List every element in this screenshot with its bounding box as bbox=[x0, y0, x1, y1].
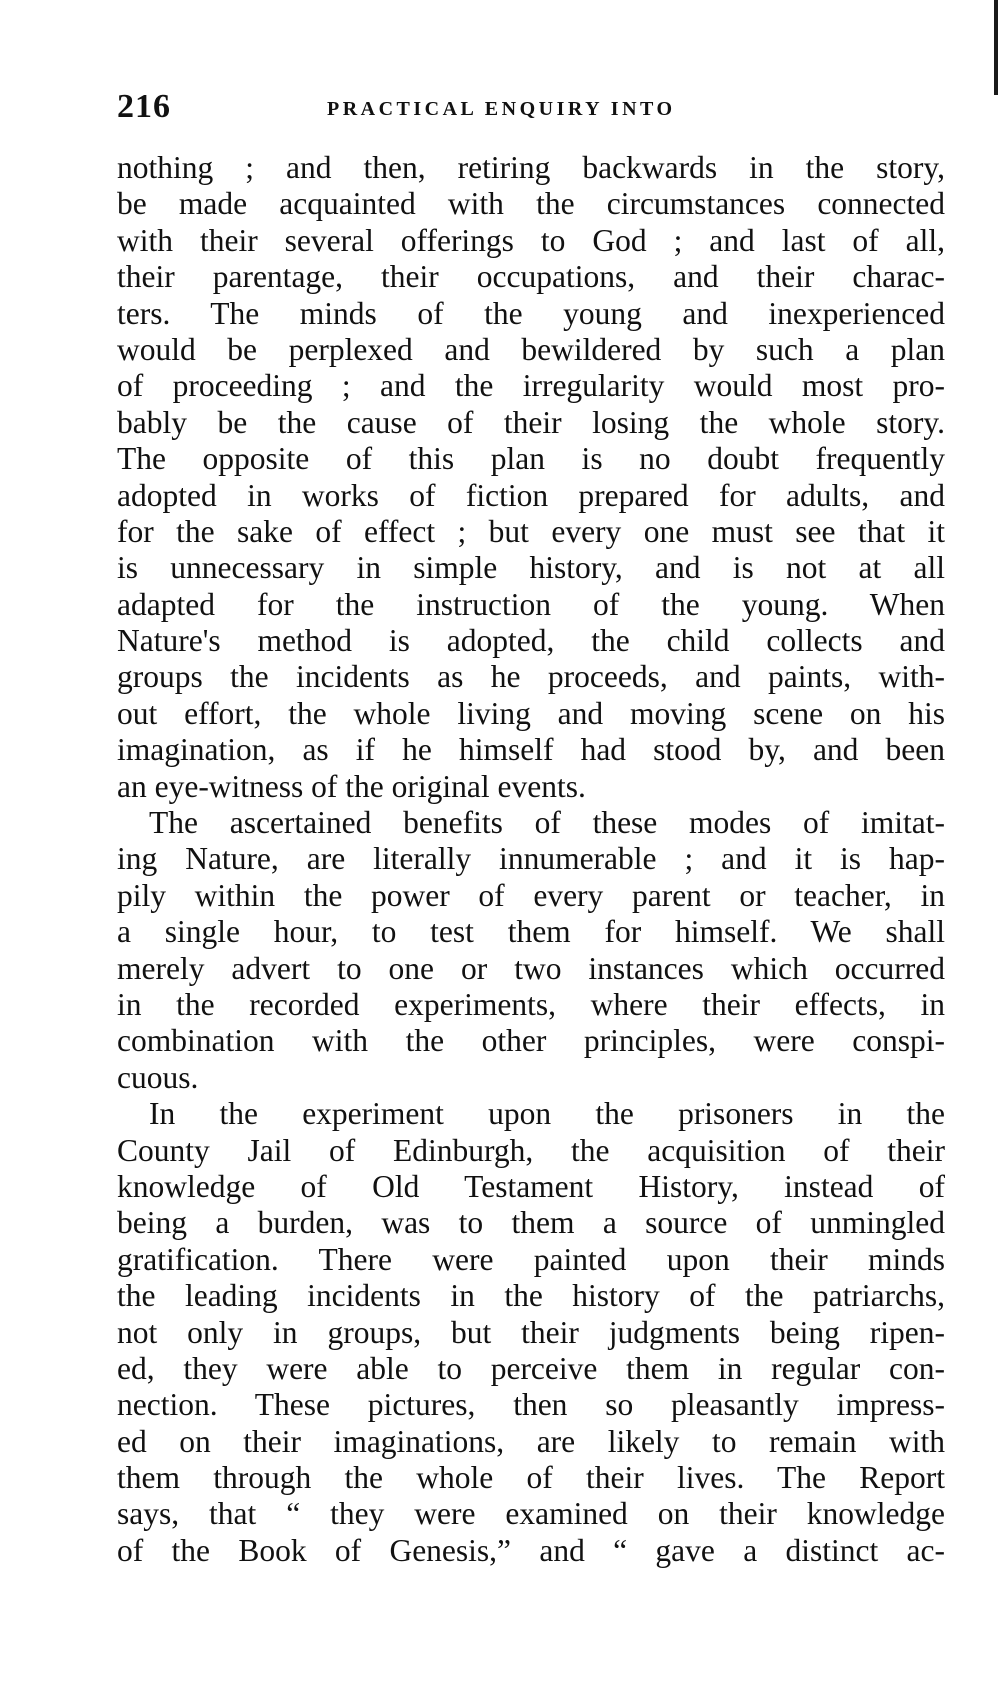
text-line: ters. The minds of the young and inexperienced bbox=[117, 295, 945, 331]
text-line: says, that “ they were examined on their knowledge bbox=[117, 1496, 945, 1532]
text-line: cuous. bbox=[117, 1059, 199, 1095]
text-line: pily within the power of every parent or teacher, in bbox=[117, 877, 945, 913]
text-line: groups the incidents as he proceeds, and paints, with- bbox=[117, 659, 945, 695]
text-line: bably be the cause of their losing the whole story. bbox=[117, 404, 945, 440]
text-line: for the sake of effect ; but every one must see that it bbox=[117, 513, 945, 549]
page-header bbox=[117, 88, 947, 132]
text-line: nothing ; and then, retiring backwards in the story, bbox=[117, 150, 945, 185]
text-line: Nature's method is adopted, the child collects and bbox=[117, 623, 945, 659]
body-text bbox=[117, 150, 945, 1569]
text-line: of proceeding ; and the irregularity would most pro- bbox=[117, 368, 945, 404]
text-line: is unnecessary in simple history, and is not at all bbox=[117, 550, 945, 586]
text-line: with their several offerings to God ; and last of all, bbox=[117, 222, 945, 258]
running-head: PRACTICAL ENQUIRY INTO bbox=[327, 98, 676, 120]
page-edge-line bbox=[994, 0, 998, 95]
text-line: not only in groups, but their judgments being ripen- bbox=[117, 1314, 945, 1350]
text-line: in the recorded experiments, where their effects, in bbox=[117, 986, 945, 1022]
text-line: gratification. There were painted upon their minds bbox=[117, 1241, 945, 1277]
text-line: ed, they were able to perceive them in regular con- bbox=[117, 1350, 945, 1386]
text-line: ed on their imaginations, are likely to remain with bbox=[117, 1423, 945, 1459]
text-line: be made acquainted with the circumstances connected bbox=[117, 186, 945, 222]
text-line: out effort, the whole living and moving scene on his bbox=[117, 695, 945, 731]
text-line: them through the whole of their lives. The Report bbox=[117, 1460, 945, 1496]
text-line: combination with the other principles, were conspi- bbox=[117, 1023, 945, 1059]
text-line: nection. These pictures, then so pleasantly impress- bbox=[117, 1387, 945, 1423]
text-line: the leading incidents in the history of the patriarchs, bbox=[117, 1278, 945, 1314]
text-line: of the Book of Genesis,” and “ gave a distinct ac- bbox=[117, 1532, 945, 1568]
text-line: being a burden, was to them a source of unmingled bbox=[117, 1205, 945, 1241]
text-line: imagination, as if he himself had stood by, and been bbox=[117, 732, 945, 768]
text-line: a single hour, to test them for himself. We shall bbox=[117, 914, 945, 950]
text-line: merely advert to one or two instances which occurred bbox=[117, 950, 945, 986]
text-line: adopted in works of fiction prepared for adults, and bbox=[117, 477, 945, 513]
text-line: adapted for the instruction of the young. When bbox=[117, 586, 945, 622]
text-line: In the experiment upon the prisoners in the bbox=[149, 1096, 945, 1132]
text-line: The opposite of this plan is no doubt frequently bbox=[117, 441, 945, 477]
text-line: knowledge of Old Testament History, instead of bbox=[117, 1168, 945, 1204]
page-number: 216 bbox=[117, 88, 171, 125]
text-line: an eye-witness of the original events. bbox=[117, 768, 586, 804]
text-line: would be perplexed and bewildered by such a plan bbox=[117, 331, 945, 367]
text-line: ing Nature, are literally innumerable ; and it is hap- bbox=[117, 841, 945, 877]
text-line: The ascertained benefits of these modes of imitat- bbox=[149, 805, 945, 841]
text-line: County Jail of Edinburgh, the acquisition of their bbox=[117, 1132, 945, 1168]
text-line: their parentage, their occupations, and their charac- bbox=[117, 259, 945, 295]
